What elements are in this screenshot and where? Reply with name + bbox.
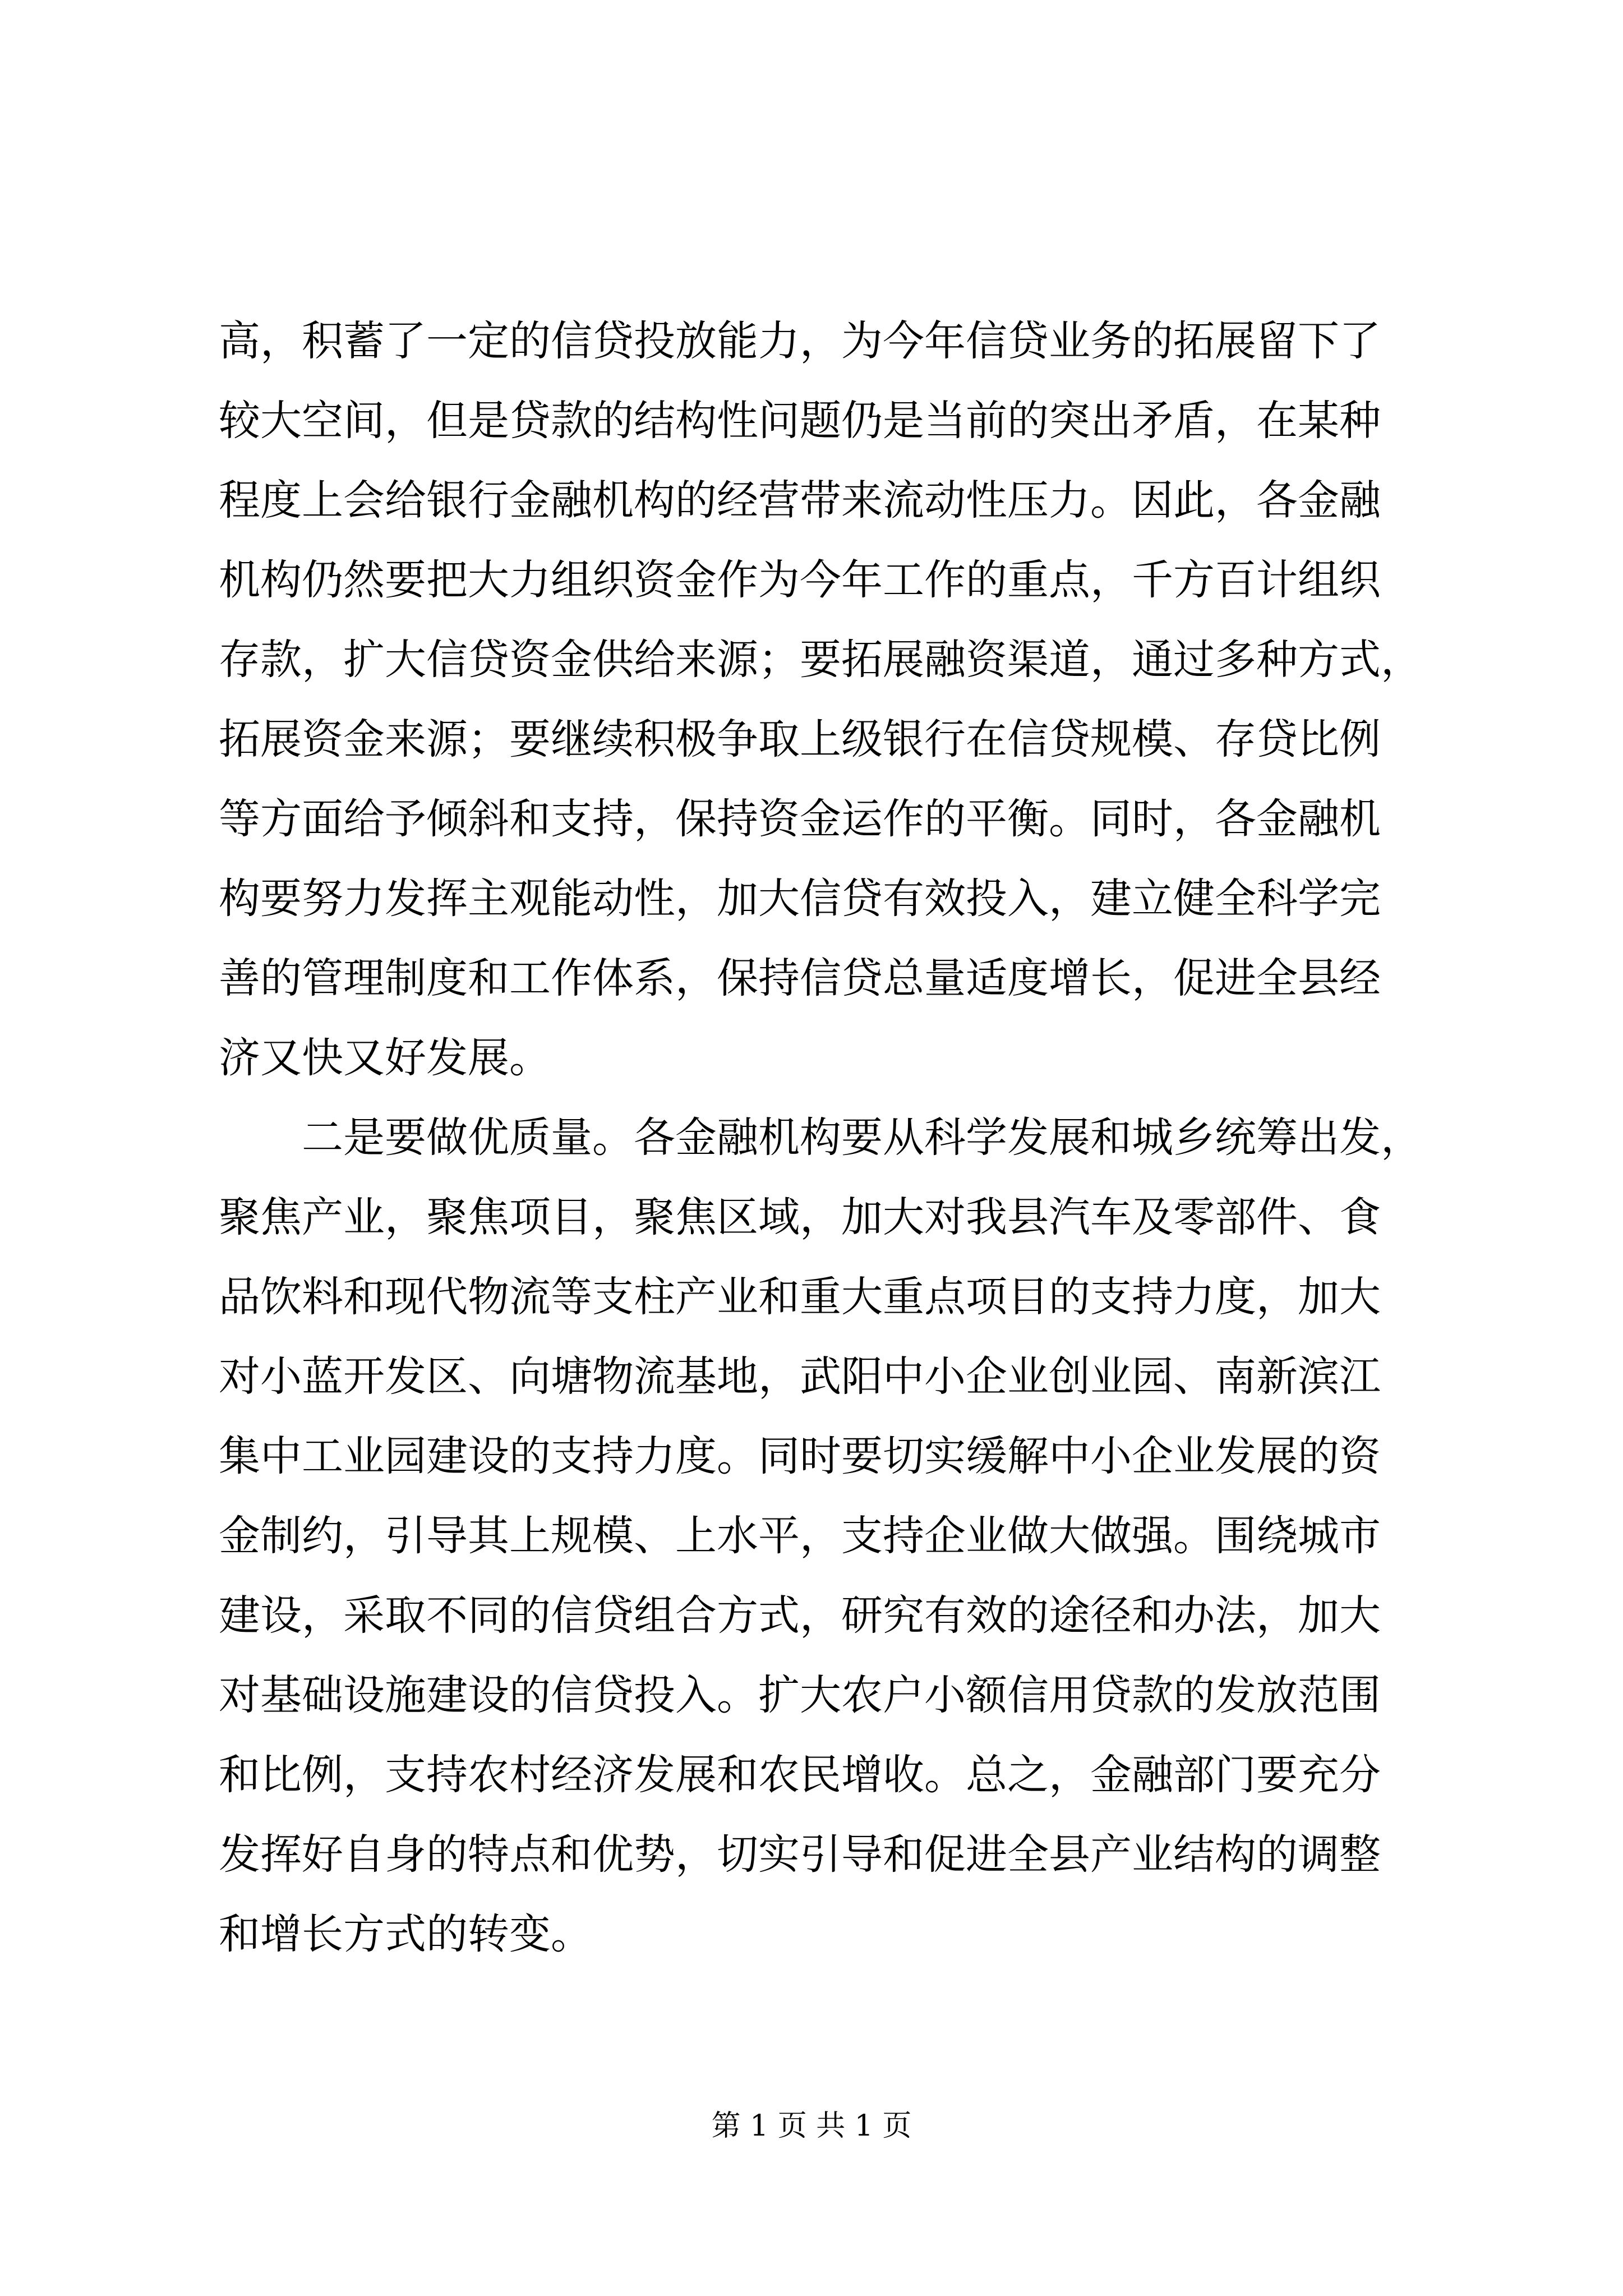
paragraph-2-line-7: 建设，采取不同的信贷组合方式，研究有效的途径和办法，加大 — [219, 1591, 1381, 1640]
paragraph-1-line-8: 构要努力发挥主观能动性，加大信贷有效投入，建立健全科学完 — [219, 875, 1381, 923]
paragraph-2-line-1: 二是要做优质量。各金融机构要从科学发展和城乡统筹出发， — [219, 1114, 1422, 1162]
page-number-label: 第 1 页 共 1 页 — [711, 2109, 912, 2143]
paragraph-2-line-11: 和增长方式的转变。 — [219, 1910, 592, 1958]
paragraph-1-line-1: 高，积蓄了一定的信贷投放能力，为今年信贷业务的拓展留下了 — [219, 317, 1381, 365]
paragraph-1-line-9: 善的管理制度和工作体系，保持信贷总量适度增长，促进全县经 — [219, 954, 1381, 1002]
paragraph-1-line-10: 济又快又好发展。 — [219, 1034, 551, 1082]
paragraph-2-line-4: 对小蓝开发区、向塘物流基地，武阳中小企业创业园、南新滨江 — [219, 1352, 1381, 1401]
paragraph-1-line-5: 存款，扩大信贷资金供给来源；要拓展融资渠道，通过多种方式， — [219, 636, 1422, 684]
paragraph-1-line-4: 机构仍然要把大力组织资金作为今年工作的重点，千方百计组织 — [219, 556, 1381, 604]
paragraph-2-line-8: 对基础设施建设的信贷投入。扩大农户小额信用贷款的发放范围 — [219, 1671, 1381, 1719]
paragraph-2-line-3: 品饮料和现代物流等支柱产业和重大重点项目的支持力度，加大 — [219, 1273, 1381, 1321]
paragraph-2-line-10: 发挥好自身的特点和优势，切实引导和促进全县产业结构的调整 — [219, 1830, 1381, 1879]
paragraph-1-line-2: 较大空间，但是贷款的结构性问题仍是当前的突出矛盾，在某种 — [219, 397, 1381, 445]
paragraph-1-line-6: 拓展资金来源；要继续积极争取上级银行在信贷规模、存贷比例 — [219, 715, 1381, 763]
paragraph-1-line-7: 等方面给予倾斜和支持，保持资金运作的平衡。同时，各金融机 — [219, 795, 1381, 843]
paragraph-1-line-3: 程度上会给银行金融机构的经营带来流动性压力。因此，各金融 — [219, 476, 1381, 524]
paragraph-2-line-9: 和比例，支持农村经济发展和农民增收。总之，金融部门要充分 — [219, 1751, 1381, 1799]
paragraph-2-line-5: 集中工业园建设的支持力度。同时要切实缓解中小企业发展的资 — [219, 1432, 1381, 1480]
paragraph-2-line-2: 聚焦产业，聚焦项目，聚焦区域，加大对我县汽车及零部件、食 — [219, 1193, 1381, 1241]
page-footer — [0, 2106, 1623, 2146]
paragraph-2-line-6: 金制约，引导其上规模、上水平，支持企业做大做强。围绕城市 — [219, 1512, 1381, 1560]
